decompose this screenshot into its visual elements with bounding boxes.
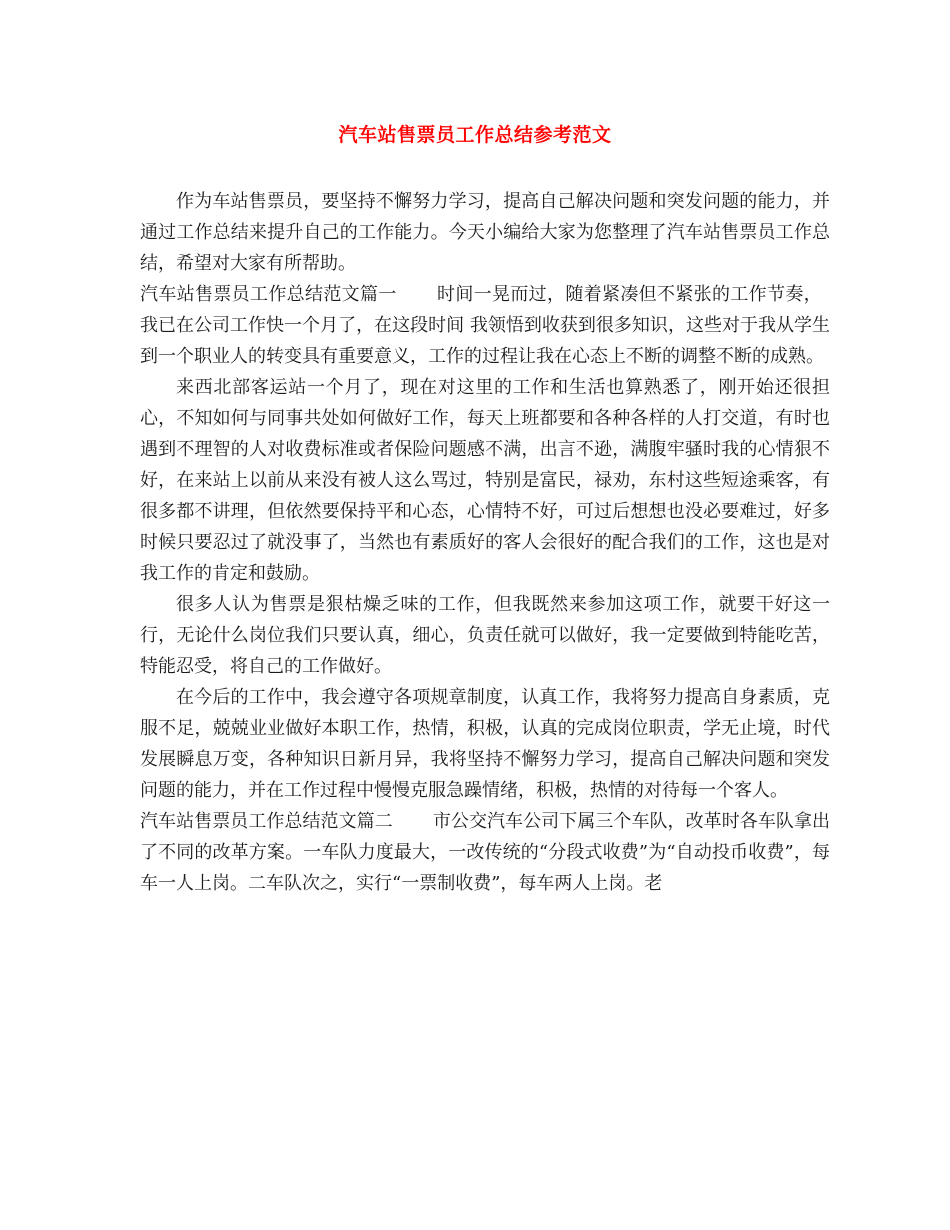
section-two-paragraph xyxy=(140,806,830,899)
section-one-paragraph-2: 来西北部客运站一个月了，现在对这里的工作和生活也算熟悉了，刚开始还很担心，不知如何与同事共处如何做好工作，每天上班都要和各种各样的人打交道，有时也遇到不理智的人对收费标准或者保险问题感不满，出言不逊，满腹牢骚时我的心情狠不好，在来站上以前从来没有被人这么骂过，特别是富民，禄劝，东村这些短途乘客，有很多都不讲理，但依然要保持平和心态，心情特不好，可过后想想也没必要难过，好多时候只要忍过了就没事了，当然也有素质好的客人会很好的配合我们的工作，这也是对我工作的肯定和鼓励。 xyxy=(140,377,830,584)
section-two-heading: 汽车站售票员工作总结范文篇二 xyxy=(140,811,393,832)
intro-paragraph: 作为车站售票员，要坚持不懈努力学习，提高自己解决问题和突发问题的能力，并通过工作总结来提升自己的工作能力。今天小编给大家为您整理了汽车站售票员工作总结，希望对大家有所帮助。 xyxy=(140,191,830,274)
section-two-text: 市公交汽车公司下属三个车队，改革时各车队拿出了不同的改革方案。一车队力度最大，一改传统的“分段式收费”为“自动投币收费”，每车一人上岗。二车队次之，实行“一票制收费”，每车两人上岗。老 xyxy=(140,811,831,894)
section-one-lead-continued: 我已在公司工作快一个月了，在这段时间 我领悟到收获到很多知识，这些对于我从学生到一个职业人的转变具有重要意义，工作的过程让我在心态上不断的调整不断的成熟。 xyxy=(140,315,830,367)
section-one-paragraph-3: 很多人认为售票是狠枯燥乏味的工作，但我既然来参加这项工作，就要干好这一行，无论什么岗位我们只要认真，细心，负责任就可以做好，我一定要做到特能吃苦，特能忍受，将自己的工作做好。 xyxy=(140,594,830,677)
section-one-paragraph xyxy=(140,279,830,372)
document-title: 汽车站售票员工作总结参考范文 xyxy=(338,124,612,146)
section-one-paragraph-4: 在今后的工作中，我会遵守各项规章制度，认真工作，我将努力提高自身素质，克服不足，兢兢业业做好本职工作，热情，积极，认真的完成岗位职责，学无止境，时代发展瞬息万变，各种知识日新月异，我将坚持不懈努力学习，提高自己解决问题和突发问题的能力，并在工作过程中慢慢克服急躁情绪，积极，热情的对待每一个客人。 xyxy=(140,687,830,801)
document-body xyxy=(140,186,830,899)
section-one-heading: 汽车站售票员工作总结范文篇一 xyxy=(140,284,397,305)
section-one-lead: 时间一晃而过，随着紧凑但不紧张的工作节奏， xyxy=(436,284,823,305)
